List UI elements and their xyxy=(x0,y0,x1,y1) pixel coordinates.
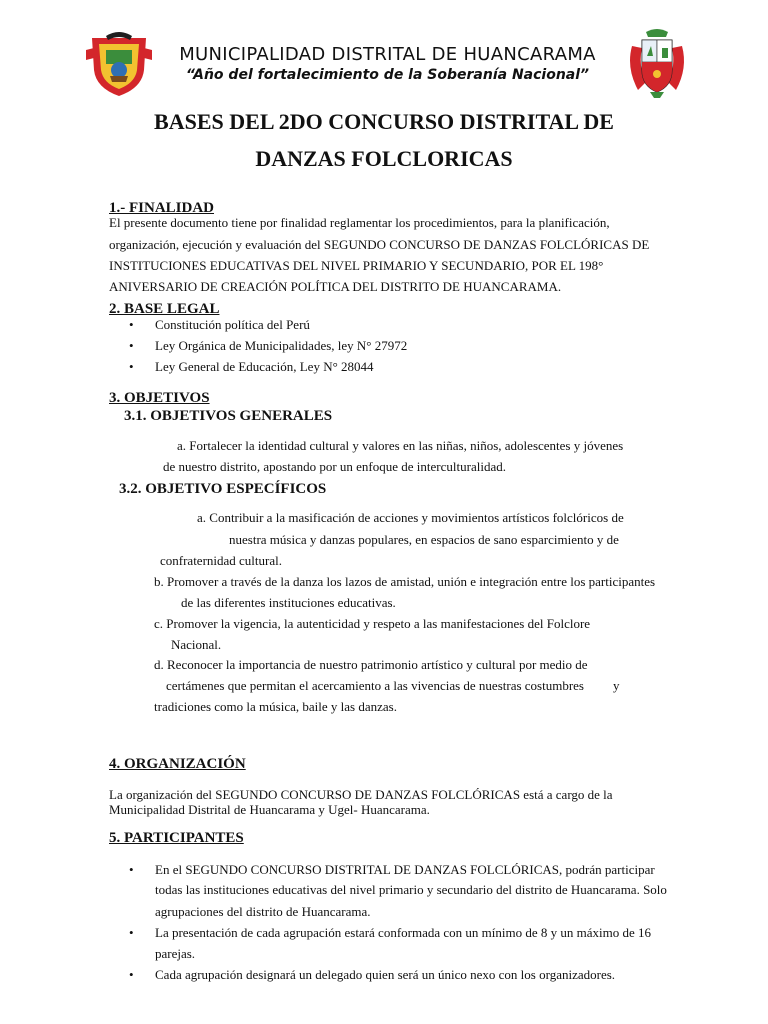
section-heading-participantes: 5. PARTICIPANTES xyxy=(109,830,244,846)
finalidad-line-3: INSTITUCIONES EDUCATIVAS DEL NIVEL PRIMARIO Y SECUNDARIO, POR EL 198° xyxy=(109,258,604,273)
participantes-item-1-line-2: todas las instituciones educativas del nivel primario y secundario del distrito de Huancarama. Solo xyxy=(155,882,667,897)
objetivo-especifico-c-line-2: Nacional. xyxy=(171,637,222,652)
municipality-name: MUNICIPALIDAD DISTRITAL DE HUANCARAMA xyxy=(179,44,596,65)
national-coat-of-arms-icon xyxy=(624,28,690,98)
finalidad-line-1 xyxy=(109,215,664,231)
objetivo-especifico-b-line-2: de las diferentes instituciones educativas. xyxy=(181,595,396,610)
bullet-icon: • xyxy=(129,967,134,982)
base-legal-item-3: Ley General de Educación, Ley N° 28044 xyxy=(155,359,374,374)
subheading-objetivos-generales: 3.1. OBJETIVOS GENERALES xyxy=(124,408,333,424)
text-span: El presente documento tiene por finalidad reglamentar los procedimientos, para la planificación, xyxy=(109,215,610,230)
section-heading-organizacion: 4. ORGANIZACIÓN xyxy=(109,756,246,772)
section-heading-finalidad: 1.- FINALIDAD xyxy=(109,200,214,216)
objetivo-especifico-a-line-2: nuestra música y danzas populares, en espacios de sano esparcimiento y de xyxy=(229,532,619,547)
municipal-crest-icon xyxy=(86,30,152,98)
participantes-item-1-line-1: En el SEGUNDO CONCURSO DISTRITAL DE DANZAS FOLCLÓRICAS, podrán participar xyxy=(155,862,655,877)
year-motto: “Año del fortalecimiento de la Soberanía Nacional” xyxy=(185,67,590,83)
bullet-icon: • xyxy=(129,338,134,353)
bullet-icon: • xyxy=(129,359,134,374)
participantes-item-3-line-1: Cada agrupación designará un delegado quien será un único nexo con los organizadores. xyxy=(155,967,616,982)
document-title-line-1: BASES DEL 2DO CONCURSO DISTRITAL DE xyxy=(154,109,614,134)
objetivo-general-a-line-1: a. Fortalecer la identidad cultural y valores en las niñas, niños, adolescentes y jóvenes xyxy=(177,438,624,453)
objetivo-especifico-d-line-1: d. Reconocer la importancia de nuestro patrimonio artístico y cultural por medio de xyxy=(154,657,588,672)
subheading-objetivos-especificos: 3.2. OBJETIVO ESPECÍFICOS xyxy=(119,481,327,497)
document-title-line-2: DANZAS FOLCLORICAS xyxy=(255,146,513,171)
participantes-item-2-line-2: parejas. xyxy=(155,946,196,961)
bullet-icon: • xyxy=(129,317,134,332)
base-legal-item-1: Constitución política del Perú xyxy=(155,317,310,332)
participantes-item-2-line-1: La presentación de cada agrupación estará conformada con un mínimo de 8 y un máximo de 16 xyxy=(155,925,651,940)
section-heading-base-legal: 2. BASE LEGAL xyxy=(109,301,220,317)
finalidad-line-4: ANIVERSARIO DE CREACIÓN POLÍTICA DEL DISTRITO DE HUANCARAMA. xyxy=(109,279,562,294)
bullet-icon: • xyxy=(129,925,134,940)
objetivo-especifico-d-line-2: certámenes que permitan el acercamiento a las vivencias de nuestras costumbres xyxy=(166,678,584,693)
objetivo-especifico-a-line-3: confraternidad cultural. xyxy=(160,553,282,568)
objetivo-especifico-d-line-3: tradiciones como la música, baile y las danzas. xyxy=(154,699,397,714)
objetivo-general-a-line-2: de nuestro distrito, apostando por un enfoque de interculturalidad. xyxy=(163,459,506,474)
organizacion-line-1: La organización del SEGUNDO CONCURSO DE DANZAS FOLCLÓRICAS está a cargo de la xyxy=(109,787,613,802)
section-heading-objetivos: 3. OBJETIVOS xyxy=(109,390,210,406)
objetivo-especifico-b-line-1: b. Promover a través de la danza los lazos de amistad, unión e integración entre los participantes xyxy=(154,574,656,589)
participantes-item-1-line-3: agrupaciones del distrito de Huancarama. xyxy=(155,904,371,919)
organizacion-line-2: Municipalidad Distrital de Huancarama y Ugel- Huancarama. xyxy=(109,802,430,817)
objetivo-especifico-c-line-1: c. Promover la vigencia, la autenticidad y respeto a las manifestaciones del Folclore xyxy=(154,616,591,631)
base-legal-item-2: Ley Orgánica de Municipalidades, ley N° 27972 xyxy=(155,338,408,353)
bullet-icon: • xyxy=(129,862,134,877)
objetivo-especifico-a-line-1: a. Contribuir a la masificación de acciones y movimientos artísticos folclóricos de xyxy=(197,510,624,525)
finalidad-line-2: organización, ejecución y evaluación del SEGUNDO CONCURSO DE DANZAS FOLCLÓRICAS DE xyxy=(109,237,650,252)
objetivo-especifico-d-line-2-end: y xyxy=(613,678,620,693)
